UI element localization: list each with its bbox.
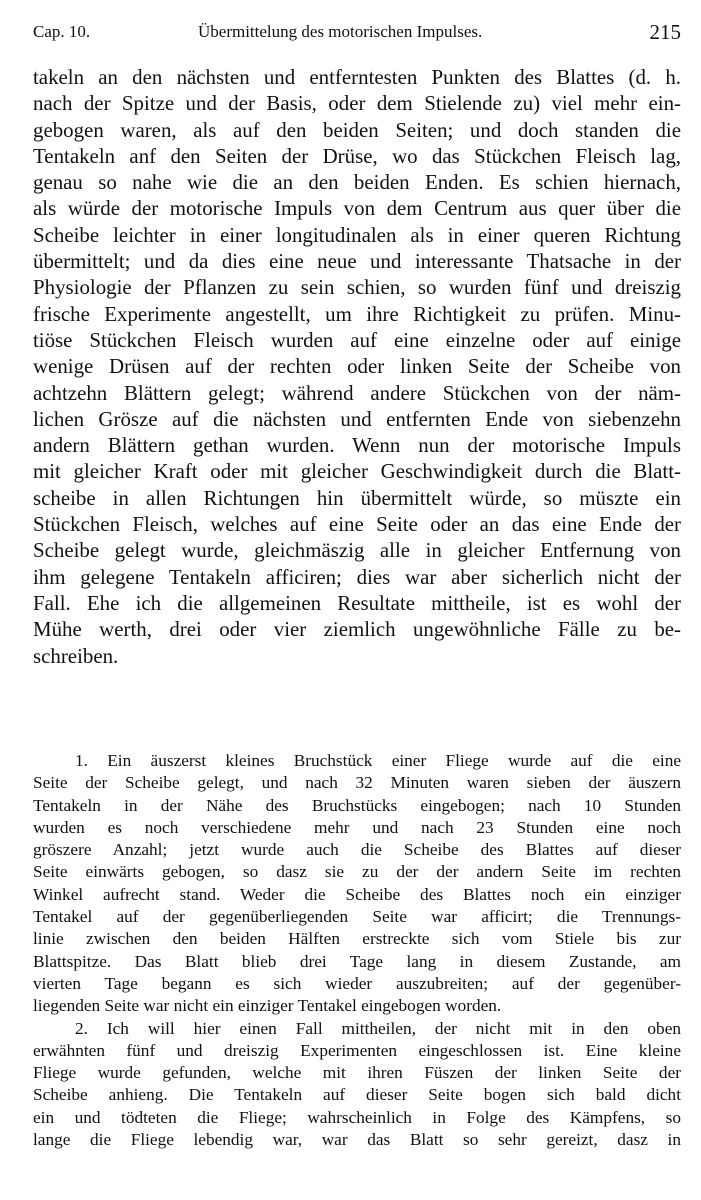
- text-line: gebogen waren, als auf den beiden Seiten; und doch standen die: [33, 117, 681, 142]
- small-text-line: lange die Fliege lebendig war, war das Blatt so sehr gereizt, dasz in: [33, 1130, 681, 1150]
- small-text-line: Seite einwärts gebogen, so dasz sie zu der der andern Seite im rechten: [33, 862, 681, 882]
- text-line: übermittelt; und da dies eine neue und interessante Thatsache in der: [33, 249, 681, 274]
- text-line: wenige Drüsen auf der rechten oder linken Seite der Scheibe von: [33, 354, 681, 379]
- text-line: tiöse Stückchen Fleisch wurden auf eine einzelne oder auf einige: [33, 327, 681, 352]
- running-title: Übermittelung des motorischen Impulses.: [198, 22, 483, 41]
- text-line: als würde der motorische Impuls von dem Centrum aus quer über die: [33, 196, 681, 221]
- case-notes-block: [33, 750, 681, 1151]
- small-text-line: Blattspitze. Das Blatt blieb drei Tage lang in diesem Zustande, am: [33, 951, 681, 971]
- page-number: 215: [649, 20, 681, 44]
- small-text-line: Fliege wurde gefunden, welche mit ihren Füszen der linken Seite der: [33, 1063, 681, 1083]
- small-text-line: Tentakeln in der Nähe des Bruchstücks eingebogen; nach 10 Stunden: [33, 795, 681, 815]
- small-text-line: gröszere Anzahl; jetzt wurde auch die Scheibe des Blattes auf dieser: [33, 840, 681, 860]
- text-line: Scheibe gelegt wurde, gleichmäszig alle in gleicher Entfernung von: [33, 538, 681, 563]
- text-line: Mühe werth, drei oder vier ziemlich ungewöhnliche Fälle zu be-: [33, 617, 681, 642]
- text-line: nach der Spitze und der Basis, oder dem Stielende zu) viel mehr ein-: [33, 91, 681, 116]
- small-text-line: vierten Tage begann es sich wieder auszubreiten; auf der gegenüber-: [33, 973, 681, 993]
- text-line: andern Blättern gethan wurden. Wenn nun der motorische Impuls: [33, 433, 681, 458]
- text-line: Stückchen Fleisch, welches auf eine Seite oder an das eine Ende der: [33, 512, 681, 537]
- small-text-line: linie zwischen den beiden Hälften erstreckte sich vom Stiele bis zur: [33, 929, 681, 949]
- text-line: Tentakeln anf den Seiten der Drüse, wo das Stückchen Fleisch lag,: [33, 143, 681, 168]
- small-text-line: Tentakel auf der gegenüberliegenden Seite war afficirt; die Trennungs-: [33, 907, 681, 927]
- small-text-line: Scheibe anhieng. Die Tentakeln auf dieser Seite bogen sich bald dicht: [33, 1085, 681, 1105]
- text-line: genau so nahe wie die an den beiden Enden. Es schien hiernach,: [33, 170, 681, 195]
- text-line: mit gleicher Kraft oder mit gleicher Geschwindigkeit durch die Blatt-: [33, 459, 681, 484]
- chapter-label: Cap. 10.: [33, 22, 91, 41]
- running-header: [33, 20, 681, 50]
- text-line: Scheibe leichter in einer longitudinalen als in einer queren Richtung: [33, 222, 681, 247]
- text-line: Fall. Ehe ich die allgemeinen Resultate mittheile, ist es wohl der: [33, 590, 681, 615]
- small-text-line: liegenden Seite war nicht ein einziger Tentakel eingebogen worden.: [33, 996, 502, 1016]
- text-line: lichen Grösze auf die nächsten und entfernten Ende von siebenzehn: [33, 406, 681, 431]
- small-text-line: Seite der Scheibe gelegt, und nach 32 Minuten waren sieben der äuszern: [33, 773, 681, 793]
- case-1-first-line: 1. Ein äuszerst kleines Bruchstück einer Fliege wurde auf die eine: [75, 751, 681, 770]
- small-text-line: Winkel aufrecht stand. Weder die Scheibe des Blattes noch ein einziger: [33, 884, 681, 904]
- text-line: frische Experimente angestellt, um ihre Richtigkeit zu prüfen. Minu-: [33, 301, 681, 326]
- small-text-line: ein und tödteten die Fliege; wahrscheinlich in Folge des Kämpfens, so: [33, 1107, 681, 1127]
- text-line: Physiologie der Pflanzen zu sein schien, so wurden fünf und dreiszig: [33, 275, 681, 300]
- text-line: scheibe in allen Richtungen hin übermittelt würde, so müszte ein: [33, 485, 681, 510]
- text-line: schreiben.: [33, 643, 119, 668]
- text-line: ihm gelegene Tentakeln afficiren; dies war aber sicherlich nicht der: [33, 564, 681, 589]
- text-line: achtzehn Blättern gelegt; während andere Stückchen von der näm-: [33, 380, 681, 405]
- case-2-first-line: 2. Ich will hier einen Fall mittheilen, der nicht mit in den oben: [75, 1018, 681, 1038]
- text-line: takeln an den nächsten und entferntesten Punkten des Blattes (d. h.: [33, 65, 681, 89]
- small-text-line: erwähnten fünf und dreiszig Experimenten eingeschlossen ist. Eine kleine: [33, 1040, 681, 1060]
- small-text-line: wurden es noch verschiedene mehr und nach 23 Stunden eine noch: [33, 817, 681, 837]
- main-text-block: [33, 64, 681, 669]
